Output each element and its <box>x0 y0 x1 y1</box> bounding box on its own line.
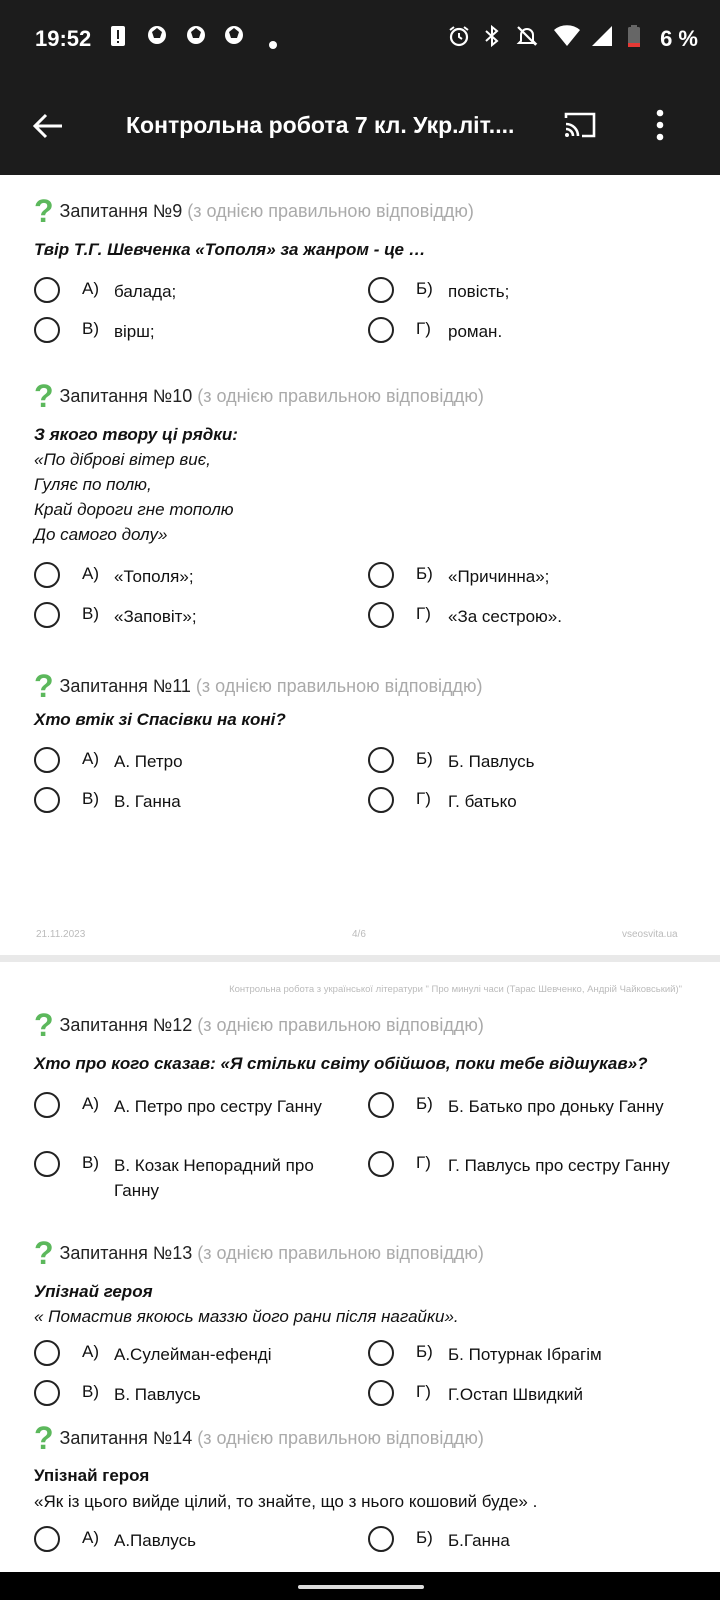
question-note: (з однією правильною відповіддю) <box>197 1242 484 1263</box>
option-letter: А) <box>82 749 99 768</box>
navigation-bar <box>0 1572 720 1600</box>
option-text: Г.Остап Швидкий <box>448 1385 584 1404</box>
cast-icon[interactable] <box>562 110 598 145</box>
more-vert-icon[interactable] <box>655 108 665 147</box>
question-text: Упізнай героя <box>34 1282 153 1301</box>
radio-button[interactable] <box>34 1092 60 1118</box>
question-text: Хто про кого сказав: «Я стільки світу обійшов, поки тебе відшукав»? <box>34 1054 648 1073</box>
status-time: 19:52 <box>35 26 92 51</box>
radio-button[interactable] <box>34 602 60 628</box>
question-note: (з однією правильною відповіддю) <box>197 385 484 406</box>
question-note: (з однією правильною відповіддю) <box>195 675 483 696</box>
question-label: Запитання №9 <box>59 200 183 221</box>
radio-button[interactable] <box>368 787 394 813</box>
wifi-icon <box>552 24 582 54</box>
quote-line: «По діброві вітер виє, <box>34 450 211 469</box>
alert-icon <box>110 24 126 54</box>
footer-date: 21.11.2023 <box>36 929 86 940</box>
question-header <box>34 1420 484 1456</box>
question-label: Запитання №10 <box>59 385 193 406</box>
radio-button[interactable] <box>34 747 60 773</box>
radio-button[interactable] <box>368 277 394 303</box>
page-header: Контрольна робота з української літератури " Про минулі часи (Тарас Шевченко, Андрій Чайковський)" <box>229 984 682 995</box>
radio-button[interactable] <box>34 1380 60 1406</box>
option-letter: Б) <box>416 1528 433 1547</box>
option-text: Б. Потурнак Ібрагім <box>448 1345 602 1364</box>
quote-line: До самого долу» <box>34 525 168 544</box>
option-text: роман. <box>448 322 503 341</box>
question-mark-icon: ? <box>34 193 54 229</box>
radio-button[interactable] <box>34 317 60 343</box>
option-text: Б. Павлусь <box>448 752 535 771</box>
signal-icon <box>590 24 614 54</box>
question-label: Запитання №12 <box>59 1014 193 1035</box>
option-text: Б.Ганна <box>448 1531 510 1550</box>
back-arrow-icon[interactable] <box>30 108 70 148</box>
question-header <box>34 193 474 229</box>
quote-lines <box>34 1489 537 1514</box>
option-text: А. Петро <box>114 752 183 771</box>
option-letter: А) <box>82 279 99 298</box>
option-letter: Г) <box>416 1382 431 1401</box>
question-note: (з однією правильною відповіддю) <box>197 1427 484 1448</box>
dot-icon <box>268 30 278 56</box>
option-letter: Г) <box>416 789 431 808</box>
home-gesture-handle[interactable] <box>298 1585 424 1589</box>
option-text: А.Павлусь <box>114 1531 196 1550</box>
option-text: А. Петро про сестру Ганну <box>114 1097 322 1116</box>
option-letter: А) <box>82 1342 99 1361</box>
page-divider <box>0 955 720 962</box>
radio-button[interactable] <box>34 787 60 813</box>
option-letter: В) <box>82 1153 99 1172</box>
option-text: В. Ганна <box>114 792 181 811</box>
footer-site: vseosvita.ua <box>622 929 678 940</box>
bluetooth-icon <box>483 24 501 54</box>
question-header <box>34 378 484 414</box>
quote-line: Край дороги гне тополю <box>34 500 234 519</box>
quote-lines <box>34 447 234 547</box>
radio-button[interactable] <box>368 1151 394 1177</box>
battery-percent: 6 % <box>660 26 698 51</box>
option-letter: Б) <box>416 279 433 298</box>
radio-button[interactable] <box>368 1526 394 1552</box>
question-mark-icon: ? <box>34 1420 54 1456</box>
document-page <box>0 175 720 955</box>
question-note: (з однією правильною відповіддю) <box>187 200 474 221</box>
quote-lines <box>34 1304 459 1329</box>
document-page <box>0 962 720 1572</box>
quote-line: «Як із цього вийде цілий, то знайте, що з нього кошовий буде» . <box>34 1492 538 1511</box>
radio-button[interactable] <box>368 317 394 343</box>
option-text: «Заповіт»; <box>114 607 197 626</box>
radio-button[interactable] <box>368 1092 394 1118</box>
mute-icon <box>515 24 539 54</box>
question-mark-icon: ? <box>34 668 54 704</box>
option-text: Г. батько <box>448 792 517 811</box>
option-text: «Тополя»; <box>114 567 194 586</box>
question-text: З якого твору ці рядки: <box>34 425 238 444</box>
quote-line: « Помастив якоюсь маззю його рани після нагайки». <box>34 1307 459 1326</box>
question-header <box>34 1235 484 1271</box>
question-header <box>34 1007 484 1043</box>
app-bar <box>0 80 720 175</box>
option-letter: А) <box>82 564 99 583</box>
status-bar <box>0 0 720 80</box>
option-text: Г. Павлусь про сестру Ганну <box>448 1156 670 1175</box>
option-letter: В) <box>82 1382 99 1401</box>
radio-button[interactable] <box>368 1340 394 1366</box>
app-icon <box>185 24 207 52</box>
option-text: В. Козак Непорадний про Ганну <box>114 1156 314 1200</box>
question-mark-icon: ? <box>34 1007 54 1043</box>
quote-line: Гуляє по полю, <box>34 475 152 494</box>
question-label: Запитання №13 <box>59 1242 193 1263</box>
option-letter: А) <box>82 1094 99 1113</box>
option-letter: Б) <box>416 564 433 583</box>
option-letter: Б) <box>416 1094 433 1113</box>
option-letter: Б) <box>416 749 433 768</box>
option-text: вірш; <box>114 322 155 341</box>
question-text: Хто втік зі Спасівки на коні? <box>34 710 286 729</box>
option-letter: В) <box>82 604 99 623</box>
option-letter: В) <box>82 789 99 808</box>
option-text: «За сестрою». <box>448 607 562 626</box>
radio-button[interactable] <box>368 1380 394 1406</box>
option-text: балада; <box>114 282 177 301</box>
radio-button[interactable] <box>368 562 394 588</box>
option-letter: А) <box>82 1528 99 1547</box>
radio-button[interactable] <box>34 277 60 303</box>
option-letter: Г) <box>416 1153 431 1172</box>
radio-button[interactable] <box>368 602 394 628</box>
document-title: Контрольна робота 7 кл. Укр.літ.... <box>126 112 515 138</box>
radio-button[interactable] <box>368 747 394 773</box>
battery-icon <box>627 24 641 54</box>
option-text: А.Сулейман-ефенді <box>114 1345 272 1364</box>
option-text: В. Павлусь <box>114 1385 201 1404</box>
option-letter: Г) <box>416 319 431 338</box>
question-text: Твір Т.Г. Шевченка «Тополя» за жанром - це … <box>34 240 426 259</box>
option-letter: В) <box>82 319 99 338</box>
question-label: Запитання №14 <box>59 1427 193 1448</box>
question-note: (з однією правильною відповіддю) <box>197 1014 484 1035</box>
app-icon <box>146 24 168 52</box>
radio-button[interactable] <box>34 562 60 588</box>
question-mark-icon: ? <box>34 378 54 414</box>
radio-button[interactable] <box>34 1526 60 1552</box>
option-letter: Б) <box>416 1342 433 1361</box>
option-text: «Причинна»; <box>448 567 550 586</box>
option-text: повість; <box>448 282 510 301</box>
option-letter: Г) <box>416 604 431 623</box>
footer-page-number: 4/6 <box>352 929 366 940</box>
question-text: Упізнай героя <box>34 1466 150 1485</box>
question-mark-icon: ? <box>34 1235 54 1271</box>
option-text: Б. Батько про доньку Ганну <box>448 1097 664 1116</box>
question-header <box>34 668 483 704</box>
radio-button[interactable] <box>34 1151 60 1177</box>
app-icon <box>223 24 245 52</box>
alarm-icon <box>447 24 471 54</box>
radio-button[interactable] <box>34 1340 60 1366</box>
question-label: Запитання №11 <box>59 675 191 696</box>
